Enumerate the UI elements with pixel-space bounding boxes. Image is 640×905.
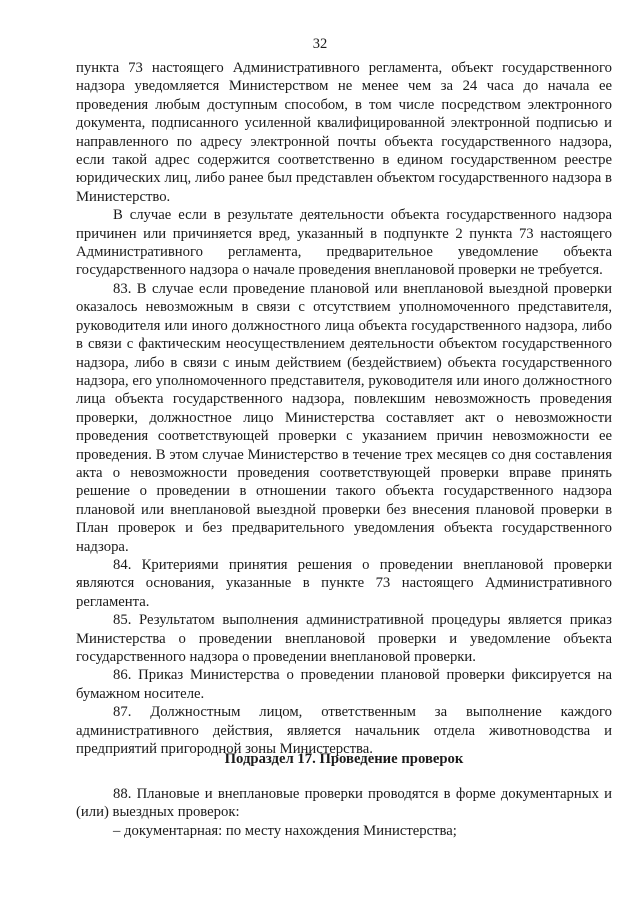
paragraph-85: 85. Результатом выполнения административной процедуры является приказ Министерства о проведении внеплановой проверки и уведомление объекта государственного надзора о проведении внеплановой проверки.	[76, 612, 612, 665]
list-item: – документарная: по месту нахождения Министерства;	[113, 822, 457, 839]
paragraph-88: 88. Плановые и внеплановые проверки проводятся в форме документарных и (или) выездных проверок:	[76, 786, 612, 821]
subsection-heading: Подраздел 17. Проведение проверок	[224, 751, 464, 767]
body-text	[76, 59, 612, 758]
paragraph-83: 83. В случае если проведение плановой или внеплановой выездной проверки оказалось невозможным в связи с отсутствием уполномоченного представителя, руководителя или иного должностного лица объекта государственного надзора, либо в связи с фактическим неосуществлением деятельности объектом государственного надзора, либо в связи с иным действием (бездействием) объекта государственного надзора, его уполномоченного представителя, руководителя или иного должностного лица объекта государственного надзора, повлекшим невозможность проведения проверки, должностное лицо Министерства составляет акт о невозможности проведения соответствующей проверки с указанием причин невозможности ее проведения. В этом случае Министерство в течение трех месяцев со дня составления акта о невозможности проведения соответствующей проверки вправе принять решение о проведении в отношении такого объекта государственного надзора плановой или внеплановой выездной проверки без внесения плановой проверки в План проверок и без предварительного уведомления объекта государственного надзора.	[76, 280, 612, 555]
body-text-after-heading	[76, 785, 612, 840]
paragraph: В случае если в результате деятельности объекта государственного надзора причинен или причиняется вред, указанный в подпункте 2 пункта 73 настоящего Административного регламента, предварительное уведомление объекта государственного надзора о начале проведения внеплановой проверки не требуется.	[76, 207, 612, 279]
paragraph-87: 87. Должностным лицом, ответственным за выполнение каждого административного действия, является начальник отдела животноводства и предприятий пригородной зоны Министерства.	[76, 704, 612, 758]
paragraph-continuation: пункта 73 настоящего Административного регламента, объект государственного надзора уведомляется Министерством не менее чем за 24 часа до начала ее проведения любым доступным способом, в том числе посредством электронного документа, подписанного усиленной квалифицированной электронной подписью и направленного по адресу электронной почты объекта государственного надзора, если такой адрес содержится соответственно в едином государственном реестре юридических лиц, либо ранее был представлен объектом государственного надзора в Министерство.	[76, 60, 612, 205]
paragraph-84: 84. Критериями принятия решения о проведении внеплановой проверки являются основания, указанные в пункте 73 настоящего Административного регламента.	[76, 556, 612, 610]
page-number: 32	[312, 36, 328, 52]
paragraph-86: 86. Приказ Министерства о проведении плановой проверки фиксируется на бумажном носителе.	[76, 667, 612, 702]
